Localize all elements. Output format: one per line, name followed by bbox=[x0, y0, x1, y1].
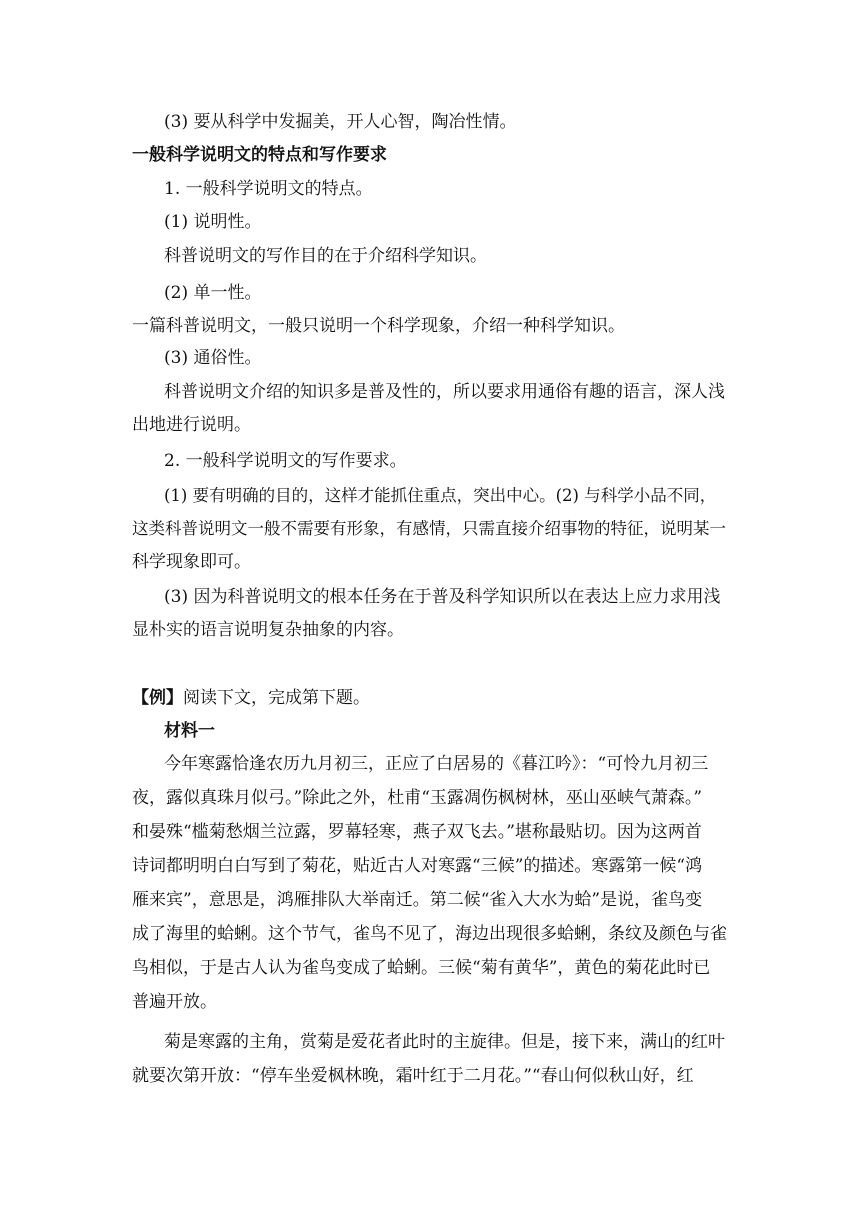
section-heading: 一般科学说明文的特点和写作要求 bbox=[132, 145, 387, 165]
feature-1-title: (1) 说明性。 bbox=[164, 212, 262, 232]
example-prompt bbox=[132, 686, 732, 710]
material-paragraph-1-line-7: 鸟相似，于是古人认为雀鸟变成了蛤蜊。三候“菊有黄华”，黄色的菊花此时已 bbox=[132, 958, 711, 978]
requirement-3-line-1: (3) 因为科普说明文的根本任务在于普及科学知识所以在表达上应力求用浅 bbox=[164, 587, 721, 607]
feature-2-title: (2) 单一性。 bbox=[164, 283, 262, 303]
feature-3-text-line-1: 科普说明文介绍的知识多是普及性的，所以要求用通俗有趣的语言，深人浅 bbox=[164, 382, 725, 402]
material-title: 材料一 bbox=[164, 721, 215, 741]
material-paragraph-1-line-1: 今年寒露恰逢农历九月初三，正应了白居易的《暮江吟》：“可怜九月初三 bbox=[164, 754, 709, 774]
material-paragraph-1-line-5: 雁来宾”，意思是，鸿雁排队大举南迁。第二候“雀入大水为蛤”是说，雀鸟变 bbox=[132, 890, 703, 910]
material-paragraph-2-line-2: 就要次第开放：“停车坐爱枫林晚，霜叶红于二月花。”“春山何似秋山好，红 bbox=[132, 1066, 694, 1086]
feature-2-text: 一篇科普说明文，一般只说明一个科学现象，介绍一种科学知识。 bbox=[132, 316, 625, 336]
requirement-1-line-1: (1) 要有明确的目的，这样才能抓住重点，突出中心。(2) 与科学小品不同， bbox=[164, 486, 717, 505]
material-paragraph-1-line-6: 成了海里的蛤蜊。这个节气，雀鸟不见了，海边出现很多蛤蜊，条纹及颜色与雀 bbox=[132, 924, 727, 944]
material-paragraph-1-line-4: 诗词都明明白白写到了菊花，贴近古人对寒露“三候”的描述。寒露第一候“鸿 bbox=[132, 856, 703, 876]
feature-1-text: 科普说明文的写作目的在于介绍科学知识。 bbox=[164, 246, 487, 266]
item-3-text: (3) 要从科学中发掘美，开人心智，陶冶性情。 bbox=[164, 112, 517, 132]
requirement-3-line-2: 显朴实的语言说明复杂抽象的内容。 bbox=[132, 620, 404, 640]
example-label: 【例】 bbox=[132, 688, 183, 708]
requirement-1-line-3: 科学现象即可。 bbox=[132, 552, 251, 572]
material-paragraph-1-line-2: 夜，露似真珠月似弓。”除此之外，杜甫“玉露凋伤枫树林，巫山巫峡气萧森。” bbox=[132, 788, 703, 808]
example-instruction: 阅读下文，完成第下题。 bbox=[183, 688, 370, 708]
material-paragraph-1-line-8: 普遍开放。 bbox=[132, 992, 217, 1012]
features-title: 1. 一般科学说明文的特点。 bbox=[164, 179, 373, 199]
feature-3-title: (3) 通俗性。 bbox=[164, 348, 262, 368]
material-paragraph-1-line-3: 和晏殊“槛菊愁烟兰泣露，罗幕轻寒，燕子双飞去。”堪称最贴切。因为这两首 bbox=[132, 822, 702, 842]
feature-3-text-line-2: 出地进行说明。 bbox=[132, 415, 251, 435]
material-paragraph-2-line-1: 菊是寒露的主角，赏菊是爱花者此时的主旋律。但是，接下来，满山的红叶 bbox=[164, 1032, 725, 1052]
requirement-1-line-2: 这类科普说明文一般不需要有形象，有感情，只需直接介绍事物的特征，说明某一 bbox=[132, 519, 726, 538]
requirements-title: 2. 一般科学说明文的写作要求。 bbox=[164, 451, 407, 471]
